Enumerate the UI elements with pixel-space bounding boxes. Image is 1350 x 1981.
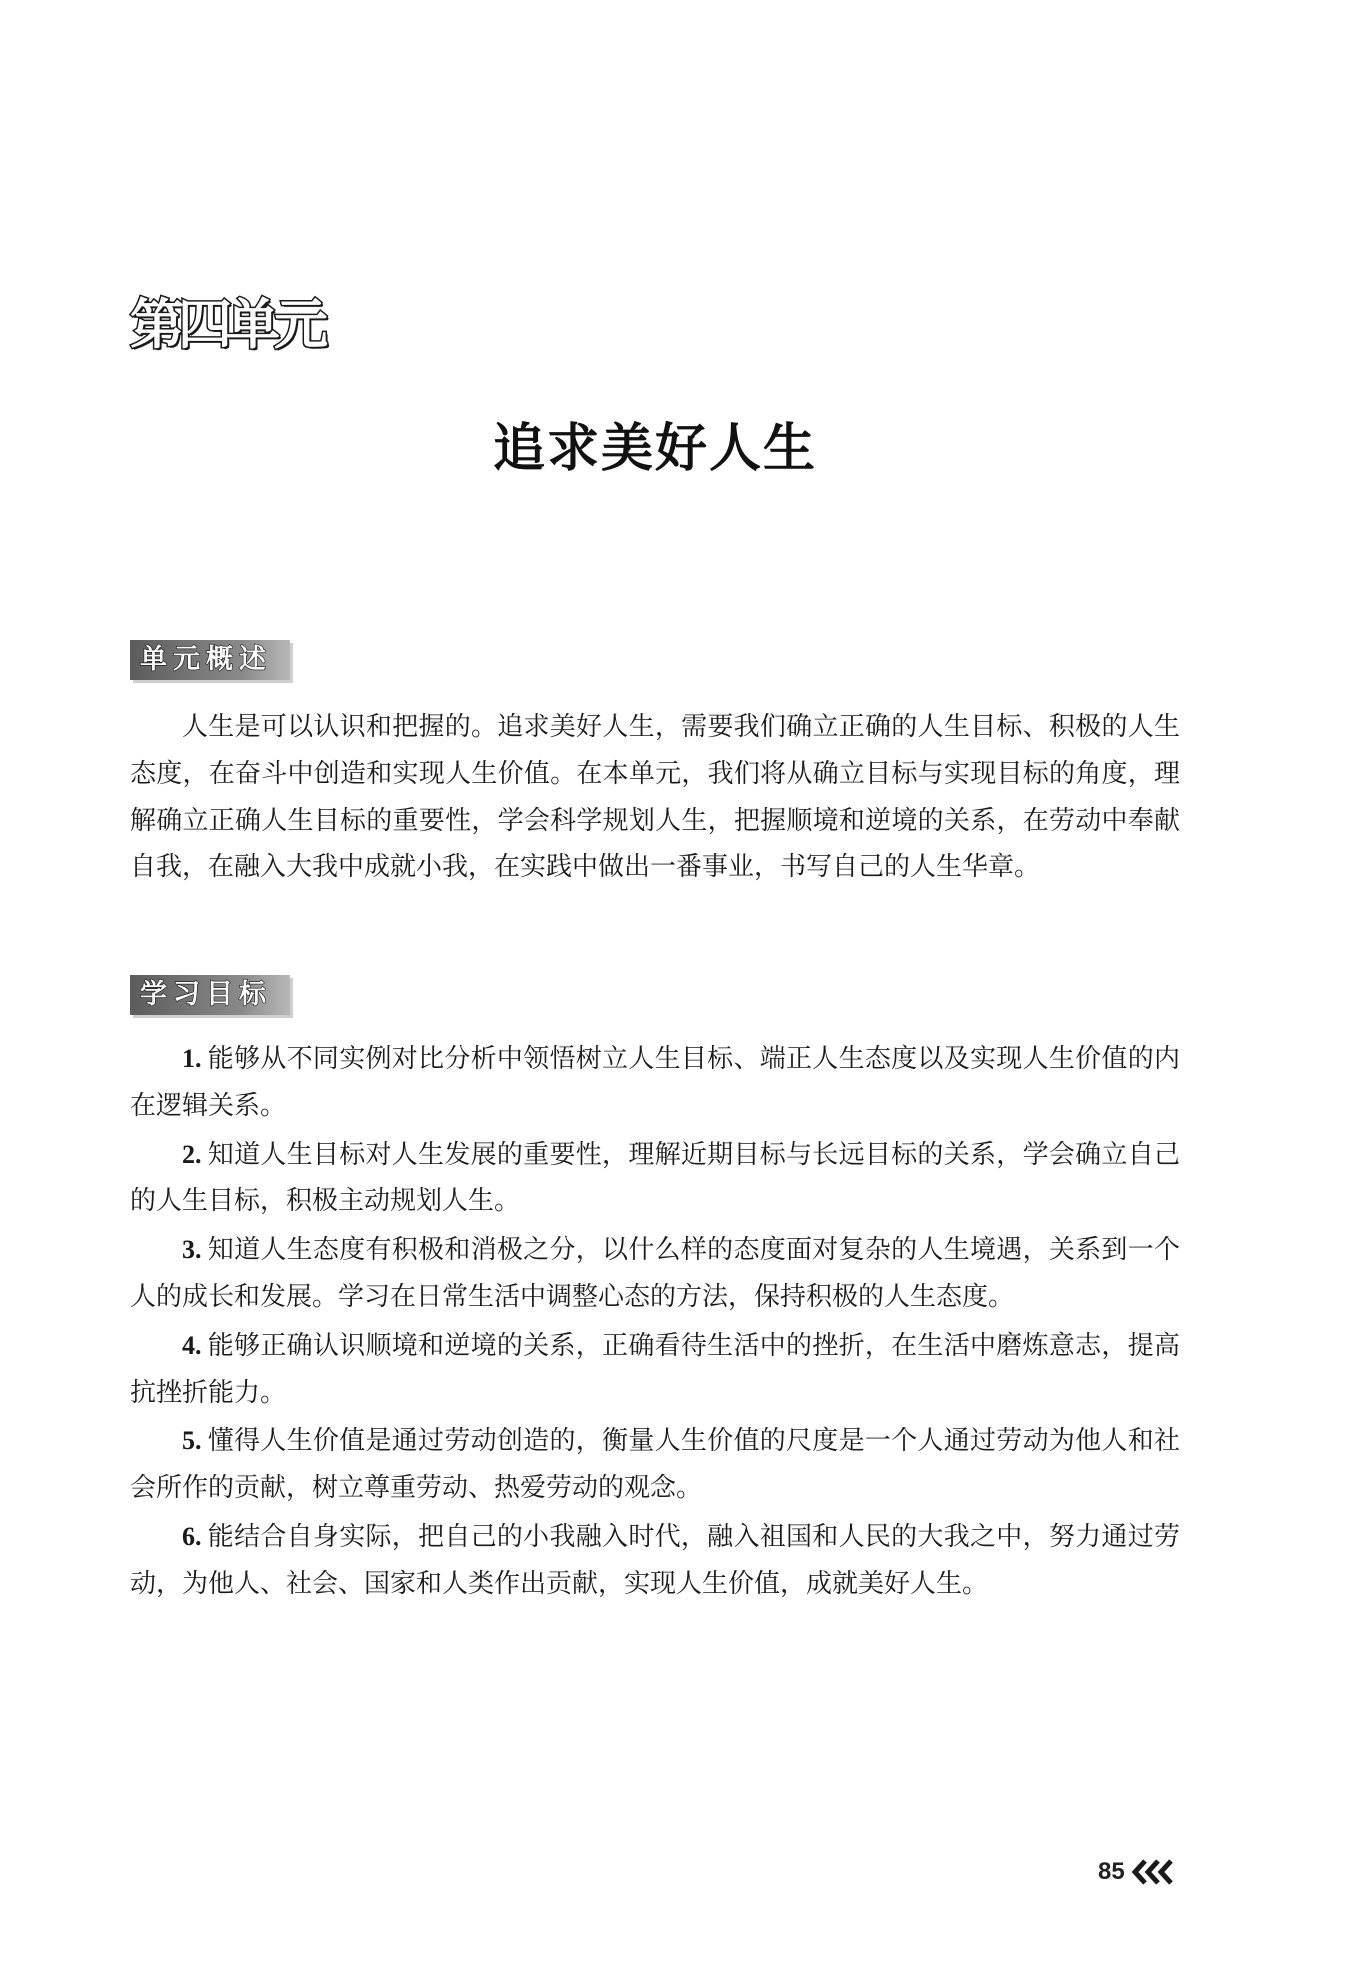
overview-paragraph: 人生是可以认识和把握的。追求美好人生，需要我们确立正确的人生目标、积极的人生态度，在奋斗中创造和实现人生价值。在本单元，我们将从确立目标与实现目标的角度，理解确立正确人生目标的重要性，学会科学规划人生，把握顺境和逆境的关系，在劳动中奉献自我，在融入大我中成就小我，在实践中做出一番事业，书写自己的人生华章。 (130, 712, 1180, 883)
page-number: 85 (1098, 1858, 1125, 1885)
goal-number: 2. (182, 1139, 202, 1169)
goal-item (130, 1132, 1180, 1226)
goal-text: 懂得人生价值是通过劳动创造的，衡量人生价值的尺度是一个人通过劳动为他人和社会所作的贡献，树立尊重劳动、热爱劳动的观念。 (130, 1426, 1180, 1504)
page-footer (1098, 1854, 1179, 1890)
unit-label: 第四单元 (130, 293, 322, 356)
goal-item (130, 1227, 1180, 1321)
section-heading-label: 学习目标 (140, 979, 272, 1010)
section-heading-goals (130, 975, 290, 1015)
goal-number: 1. (182, 1044, 202, 1073)
goal-item (130, 1323, 1180, 1417)
goal-text: 能够正确认识顺境和逆境的关系，正确看待生活中的挫折，在生活中磨炼意志，提高抗挫折能力。 (130, 1330, 1180, 1408)
goal-item (130, 1418, 1180, 1512)
goal-number: 5. (182, 1426, 202, 1456)
goal-number: 6. (182, 1521, 202, 1551)
learning-goals-list (130, 1036, 1180, 1610)
goal-item (130, 1514, 1180, 1608)
triple-chevron-left-icon (1131, 1858, 1179, 1886)
page-title: 追求美好人生 (492, 418, 817, 479)
goal-number: 4. (182, 1330, 202, 1360)
goal-text: 知道人生目标对人生发展的重要性，理解近期目标与长远目标的关系，学会确立自己的人生目标，积极主动规划人生。 (130, 1139, 1180, 1217)
section-heading-label: 单元概述 (140, 644, 272, 675)
goal-number: 3. (182, 1235, 202, 1265)
section-heading-overview (130, 640, 290, 680)
goal-text: 能够从不同实例对比分析中领悟树立人生目标、端正人生态度以及实现人生价值的内在逻辑关系。 (130, 1044, 1180, 1121)
goal-text: 知道人生态度有积极和消极之分，以什么样的态度面对复杂的人生境遇，关系到一个人的成长和发展。学习在日常生活中调整心态的方法，保持积极的人生态度。 (130, 1235, 1180, 1312)
goal-item (130, 1036, 1180, 1130)
goal-text: 能结合自身实际，把自己的小我融入时代，融入祖国和人民的大我之中，努力通过劳动，为他人、社会、国家和人类作出贡献，实现人生价值，成就美好人生。 (130, 1521, 1180, 1599)
